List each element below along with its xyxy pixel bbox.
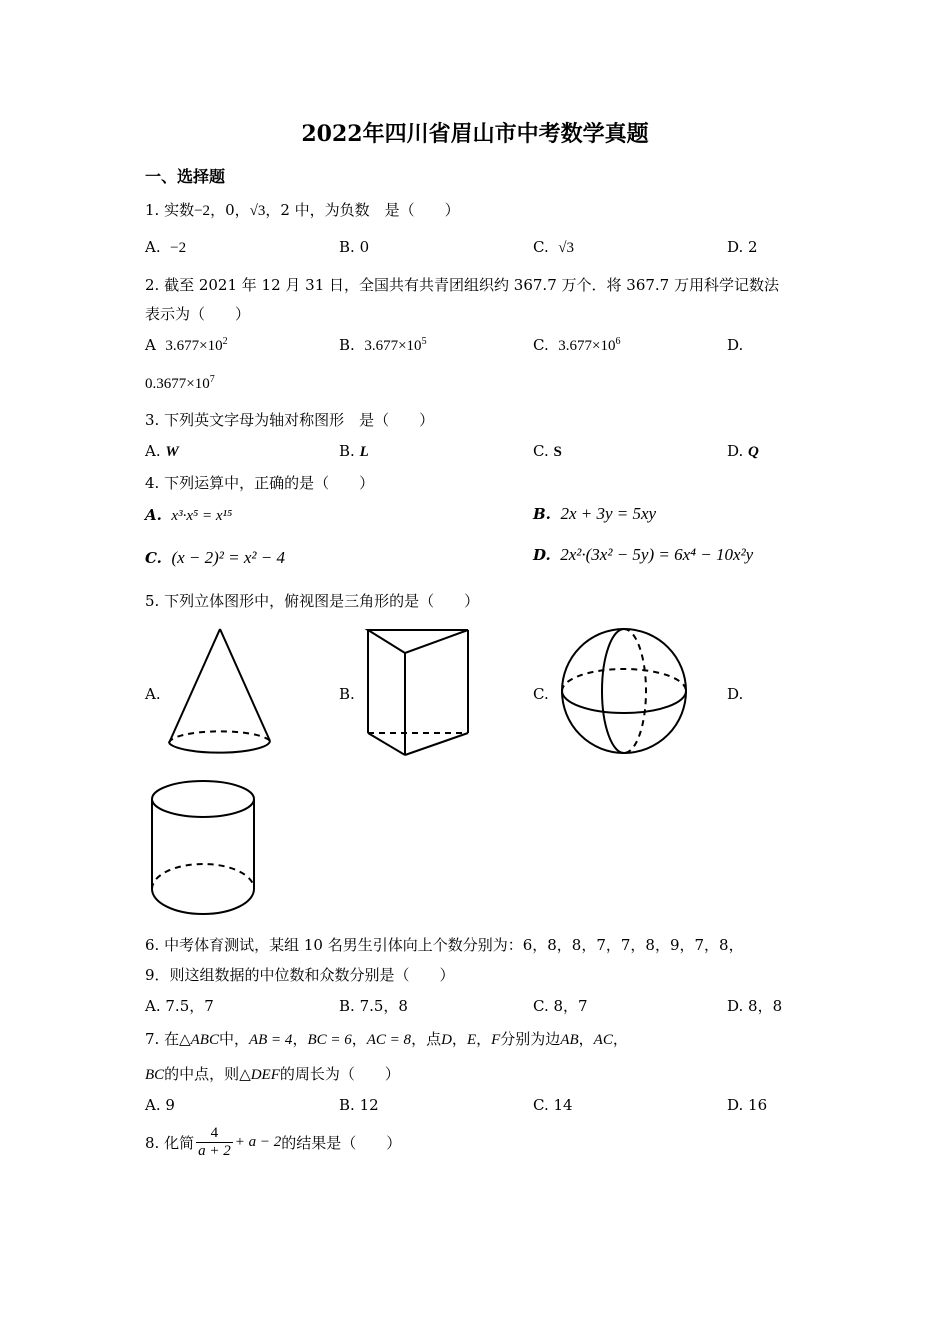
option-label: B.: [339, 997, 355, 1015]
option-value: 2x + 3y = 5xy: [560, 504, 657, 523]
question-1-stem: [145, 199, 460, 220]
question-2-line-2: 表示为（ ）: [145, 305, 251, 323]
option-label: A.: [145, 997, 161, 1015]
question-7-line-2: [145, 1063, 400, 1084]
option-label: A.: [145, 506, 162, 524]
option-label: A.: [145, 442, 161, 460]
option-value: 2x²·(3x² − 5y) = 6x⁴ − 10x²y: [560, 545, 754, 564]
option-value: L: [359, 444, 369, 460]
q3-option-b[interactable]: [339, 442, 369, 461]
option-value: 14: [553, 1096, 573, 1114]
q2-option-b[interactable]: [339, 336, 427, 355]
q7-math: BC: [145, 1067, 165, 1083]
q3-option-c[interactable]: [533, 442, 562, 461]
option-exponent: 6: [615, 336, 621, 347]
q2-option-d-value[interactable]: [145, 374, 215, 393]
option-value: 0.3677×10: [145, 376, 210, 392]
q4-option-d[interactable]: [533, 545, 753, 565]
triangular-prism-figure[interactable]: [360, 625, 480, 760]
q7-text: 的周长为（ ）: [279, 1065, 400, 1083]
cone-edge-left: [169, 629, 220, 743]
cylinder-figure[interactable]: [148, 775, 263, 920]
question-4-stem: 4. 下列运算中，正确的是（ ）: [145, 474, 375, 492]
cone-base-front: [169, 741, 270, 753]
option-value: 16: [748, 1096, 768, 1114]
q1-math-1: −2: [194, 203, 211, 219]
q7-text: ，: [578, 1030, 594, 1048]
option-value: √3: [558, 240, 574, 256]
q7-math: △DEF: [239, 1067, 280, 1083]
q1-math-2: √3: [249, 203, 266, 219]
option-value: 0: [359, 238, 370, 256]
q5-option-b-label[interactable]: B.: [339, 685, 355, 703]
prism-bottom-right: [405, 733, 468, 755]
q7-math: BC = 6: [307, 1032, 352, 1048]
q7-text: 中，: [218, 1030, 249, 1048]
question-6-line-1: 6. 中考体育测试，某组 10 名男生引体向上个数分别为：6，8，8，7，7，8，9，7，8，: [145, 936, 744, 954]
q1-option-a[interactable]: [145, 238, 186, 257]
option-exponent: 7: [209, 374, 215, 385]
cone-edge-right: [220, 629, 270, 741]
q4-option-b[interactable]: [533, 504, 656, 524]
q8-text: 8. 化简: [145, 1134, 195, 1152]
sphere-outline: [562, 629, 686, 753]
option-label: B.: [533, 505, 551, 523]
q7-option-b[interactable]: [339, 1096, 379, 1114]
cone-figure[interactable]: [160, 625, 280, 760]
prism-bottom-left: [368, 733, 405, 755]
q7-option-c[interactable]: [533, 1096, 573, 1114]
option-value: 8，8: [748, 997, 783, 1015]
option-label: A.: [145, 238, 161, 256]
q7-math: AB: [560, 1032, 579, 1048]
option-label: C.: [145, 549, 162, 567]
q7-text: ，点: [411, 1030, 442, 1048]
q5-option-c-label[interactable]: C.: [533, 685, 549, 703]
option-value: −2: [170, 240, 187, 256]
q5-option-d-label[interactable]: D.: [727, 685, 744, 703]
option-label: A: [145, 336, 156, 354]
q5-option-a-label[interactable]: A.: [145, 685, 161, 703]
option-value: 3.677×10: [165, 338, 223, 354]
q8-math: + a − 2: [234, 1134, 282, 1150]
q7-text: ，: [292, 1030, 308, 1048]
q1-option-c[interactable]: [533, 238, 574, 257]
option-value: 2: [748, 238, 758, 256]
q1-text-c: ，2 中，为负数 是（ ）: [265, 201, 460, 219]
q7-math: D: [441, 1032, 452, 1048]
q7-math: △ABC: [179, 1032, 219, 1048]
q2-option-c[interactable]: [533, 336, 620, 355]
fraction-denominator: a + 2: [198, 1143, 231, 1159]
q1-option-b[interactable]: [339, 238, 369, 256]
q7-math: F: [491, 1032, 501, 1048]
option-label: D.: [727, 997, 744, 1015]
cylinder-base-front: [152, 889, 254, 914]
q6-option-a[interactable]: [145, 995, 214, 1016]
option-label: B.: [339, 442, 355, 460]
sphere-equator-front: [562, 691, 686, 713]
q1-option-d[interactable]: [727, 238, 758, 256]
option-value: 3.677×10: [558, 338, 616, 354]
cone-base-back: [169, 731, 270, 743]
question-7-line-1: [145, 1028, 628, 1049]
option-value: 7.5，8: [359, 997, 408, 1015]
option-value: 8，7: [553, 997, 588, 1015]
option-value: Q: [748, 444, 759, 460]
option-label: B.: [339, 1096, 355, 1114]
option-value: 9: [165, 1096, 175, 1114]
cylinder-top: [152, 781, 254, 817]
q6-option-d[interactable]: [727, 995, 782, 1016]
option-label: C.: [533, 1096, 549, 1114]
fraction-numerator: 4: [196, 1125, 233, 1143]
option-exponent: 5: [421, 336, 427, 347]
q2-option-a[interactable]: [145, 336, 228, 355]
page-title: 2022年四川省眉山市中考数学真题: [301, 121, 649, 147]
option-label: B.: [339, 238, 355, 256]
option-value: W: [165, 444, 179, 460]
option-value: 3.677×10: [364, 338, 422, 354]
q7-math: AC: [593, 1032, 613, 1048]
option-label: C.: [533, 238, 549, 256]
q4-option-c[interactable]: [145, 548, 285, 568]
q7-text: ，: [451, 1030, 467, 1048]
option-label: D.: [533, 546, 551, 564]
option-value: S: [553, 444, 562, 460]
q7-math: AB = 4: [248, 1032, 293, 1048]
q7-text: 7. 在: [145, 1030, 180, 1048]
q6-option-b[interactable]: [339, 995, 408, 1016]
question-2-line-1: 2. 截至 2021 年 12 月 31 日，全国共有共青团组织约 367.7 万个．将 367.7 万用科学记数法: [145, 276, 779, 294]
q7-text: ，: [476, 1030, 492, 1048]
option-label: C.: [533, 997, 549, 1015]
sphere-meridian-front: [602, 629, 624, 753]
option-label: C.: [533, 336, 549, 354]
q1-text-b: ，0，: [210, 201, 250, 219]
question-8-stem: [145, 1125, 401, 1160]
option-label: C.: [533, 442, 549, 460]
q2-option-d-label[interactable]: D.: [727, 336, 744, 354]
q3-option-d[interactable]: [727, 442, 759, 461]
q7-math: E: [466, 1032, 477, 1048]
q7-option-a[interactable]: [145, 1096, 175, 1114]
section-heading: 一、选择题: [145, 167, 226, 186]
option-exponent: 2: [222, 336, 228, 347]
question-6-line-2: 9．则这组数据的中位数和众数分别是（ ）: [145, 966, 455, 984]
q8-fraction: [196, 1125, 233, 1160]
q7-text: 分别为边: [500, 1030, 561, 1048]
option-label: B.: [339, 336, 355, 354]
sphere-equator-back: [562, 669, 686, 691]
q7-math: AC = 8: [366, 1032, 412, 1048]
question-3-stem: 3. 下列英文字母为轴对称图形 是（ ）: [145, 411, 435, 429]
question-5-stem: 5. 下列立体图形中，俯视图是三角形的是（ ）: [145, 592, 480, 610]
q4-option-a[interactable]: [145, 506, 232, 525]
q1-text-a: 1. 实数: [145, 201, 195, 219]
option-label: D.: [727, 442, 744, 460]
q8-text: 的结果是（ ）: [281, 1134, 402, 1152]
q7-option-d[interactable]: [727, 1096, 767, 1114]
q7-text: ，: [612, 1030, 628, 1048]
option-label: D.: [727, 238, 744, 256]
prism-top-face: [368, 630, 468, 653]
option-value: 7.5，7: [165, 997, 214, 1015]
sphere-figure[interactable]: [558, 625, 693, 760]
option-label: D.: [727, 1096, 744, 1114]
cylinder-base-back: [152, 864, 254, 889]
option-value: 12: [359, 1096, 379, 1114]
option-label: A.: [145, 1096, 161, 1114]
q6-option-c[interactable]: [533, 995, 588, 1016]
q7-text: 的中点，则: [164, 1065, 240, 1083]
option-value: (x − 2)² = x² − 4: [171, 548, 285, 567]
q7-text: ，: [351, 1030, 367, 1048]
q3-option-a[interactable]: [145, 442, 179, 461]
option-value: x³·x⁵ = x¹⁵: [171, 508, 233, 524]
sphere-meridian-back: [624, 629, 646, 753]
